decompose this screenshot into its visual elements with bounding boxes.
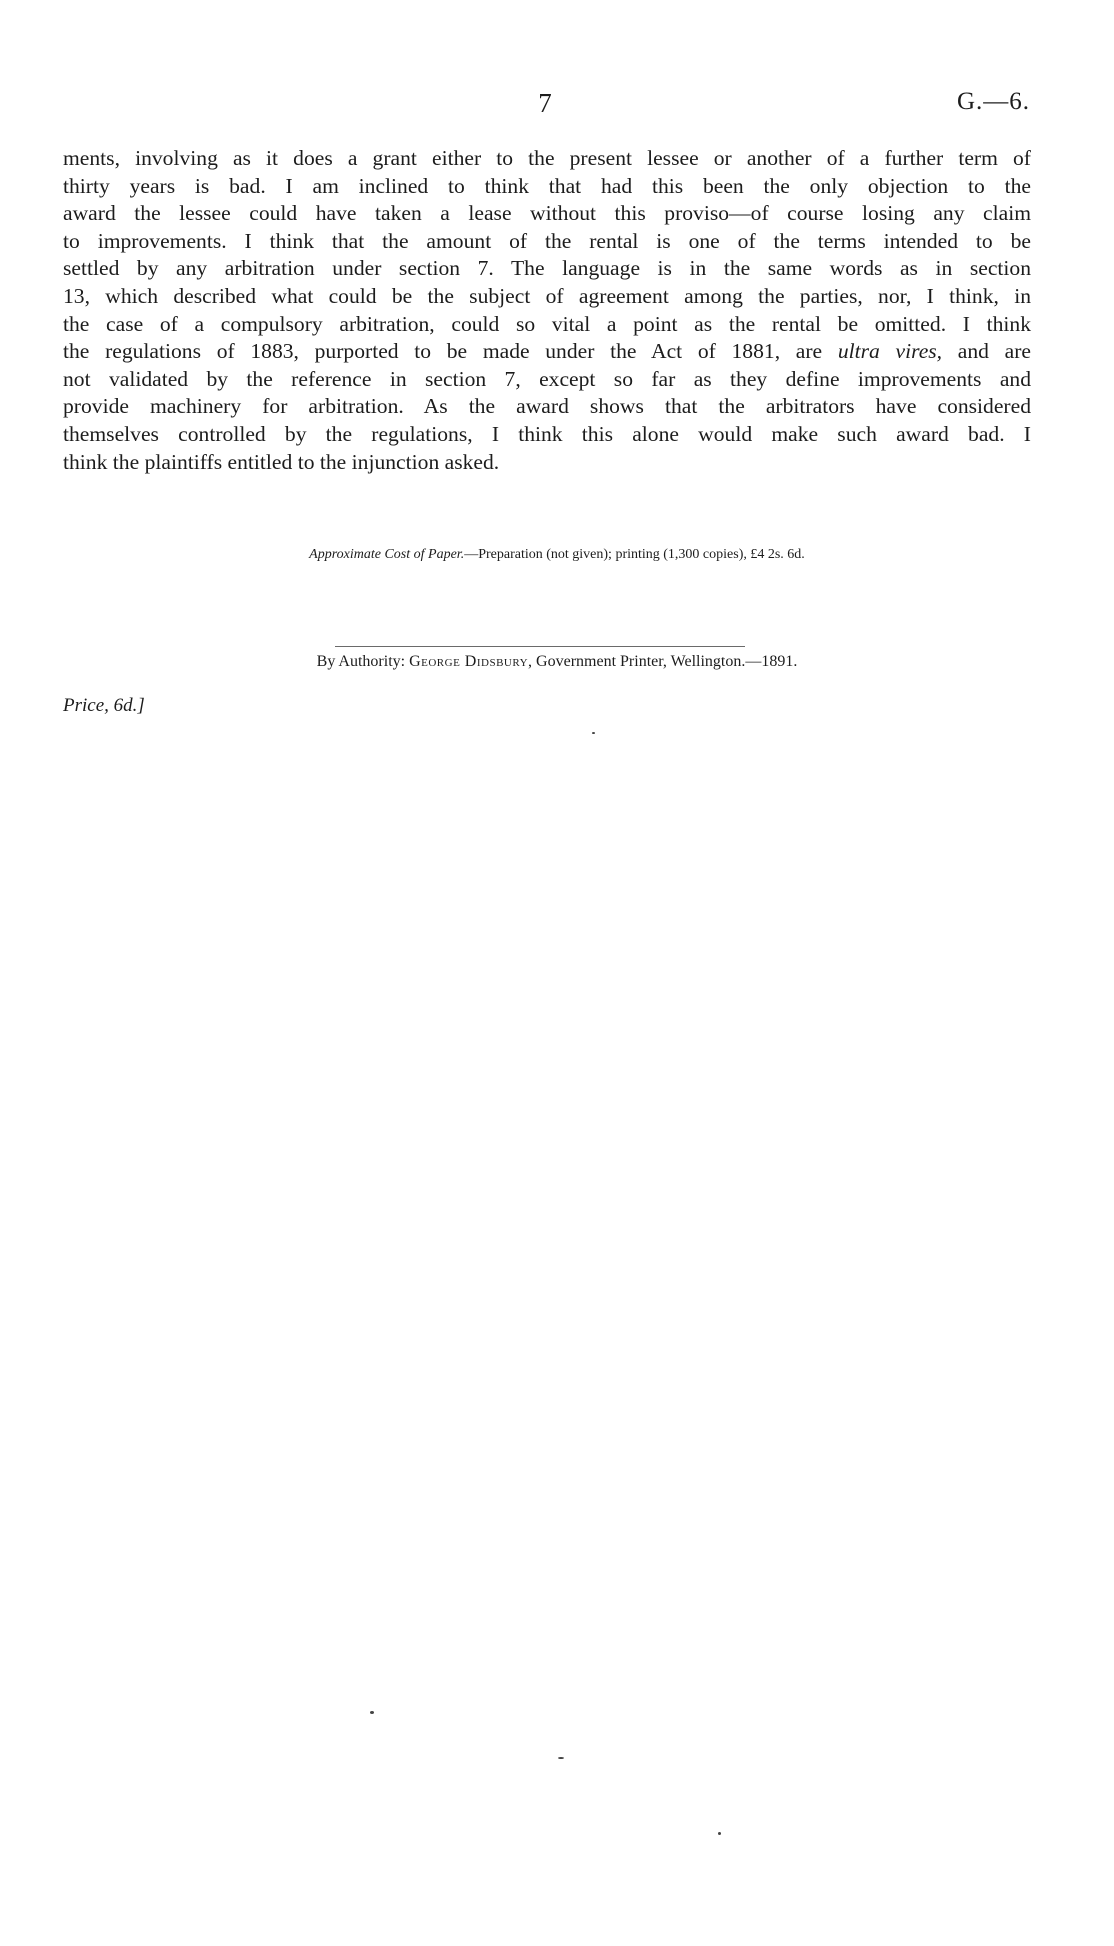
authority-prefix: By Authority: (316, 653, 410, 670)
scan-speck (718, 1832, 721, 1835)
page-number: 7 (538, 88, 552, 118)
divider-rule (335, 646, 745, 647)
body-paragraph (63, 145, 1031, 476)
body-line-end: and are (942, 339, 1031, 364)
body-line: to improvements. I think that the amount of the rental is one of the terms intended to be (63, 228, 1031, 253)
cost-label: Approximate Cost of Paper. (309, 547, 465, 562)
body-line: not validated by the reference in section 7, except so far as they define improvements and (63, 366, 1031, 391)
italic-phrase: ultra vires, (837, 339, 943, 364)
scan-speck (592, 732, 595, 734)
body-line: themselves controlled by the regulations, I think this alone would make such award bad. I (63, 421, 1031, 446)
price-label: Price, 6d.] (63, 695, 145, 716)
body-line: settled by any arbitration under section 7. The language is in the same words as in section (63, 256, 1031, 281)
scan-speck (558, 1757, 564, 1759)
body-line: the case of a compulsory arbitration, could so vital a point as the rental be omitted. I think (63, 311, 1031, 336)
printer-authority (0, 653, 1114, 671)
body-line: provide machinery for arbitration. As the award shows that the arbitrators have considered (63, 394, 1031, 419)
authority-suffix: , Government Printer, Wellington.—1891. (528, 653, 798, 670)
scan-speck (370, 1711, 374, 1714)
document-reference: G.—6. (956, 88, 1030, 115)
cost-text: —Preparation (not given); printing (1,300 copies), £4 2s. 6d. (464, 547, 805, 562)
body-line: ments, involving as it does a grant either to the present lessee or another of a further term of (63, 146, 1031, 170)
body-line: thirty years is bad. I am inclined to think that had this been the only objection to the (63, 173, 1031, 198)
cost-note (0, 547, 1114, 563)
printer-name: George Didsbury (409, 653, 529, 670)
body-line: 13, which described what could be the subject of agreement among the parties, nor, I think, in (63, 283, 1031, 308)
body-line-with-italic (63, 338, 1031, 366)
body-line-final: think the plaintiffs entitled to the injunction asked. (63, 449, 500, 474)
body-line: award the lessee could have taken a lease without this proviso—of course losing any claim (63, 201, 1031, 226)
body-line-start: the regulations of 1883, purported to be made under the Act of 1881, are (63, 339, 838, 364)
